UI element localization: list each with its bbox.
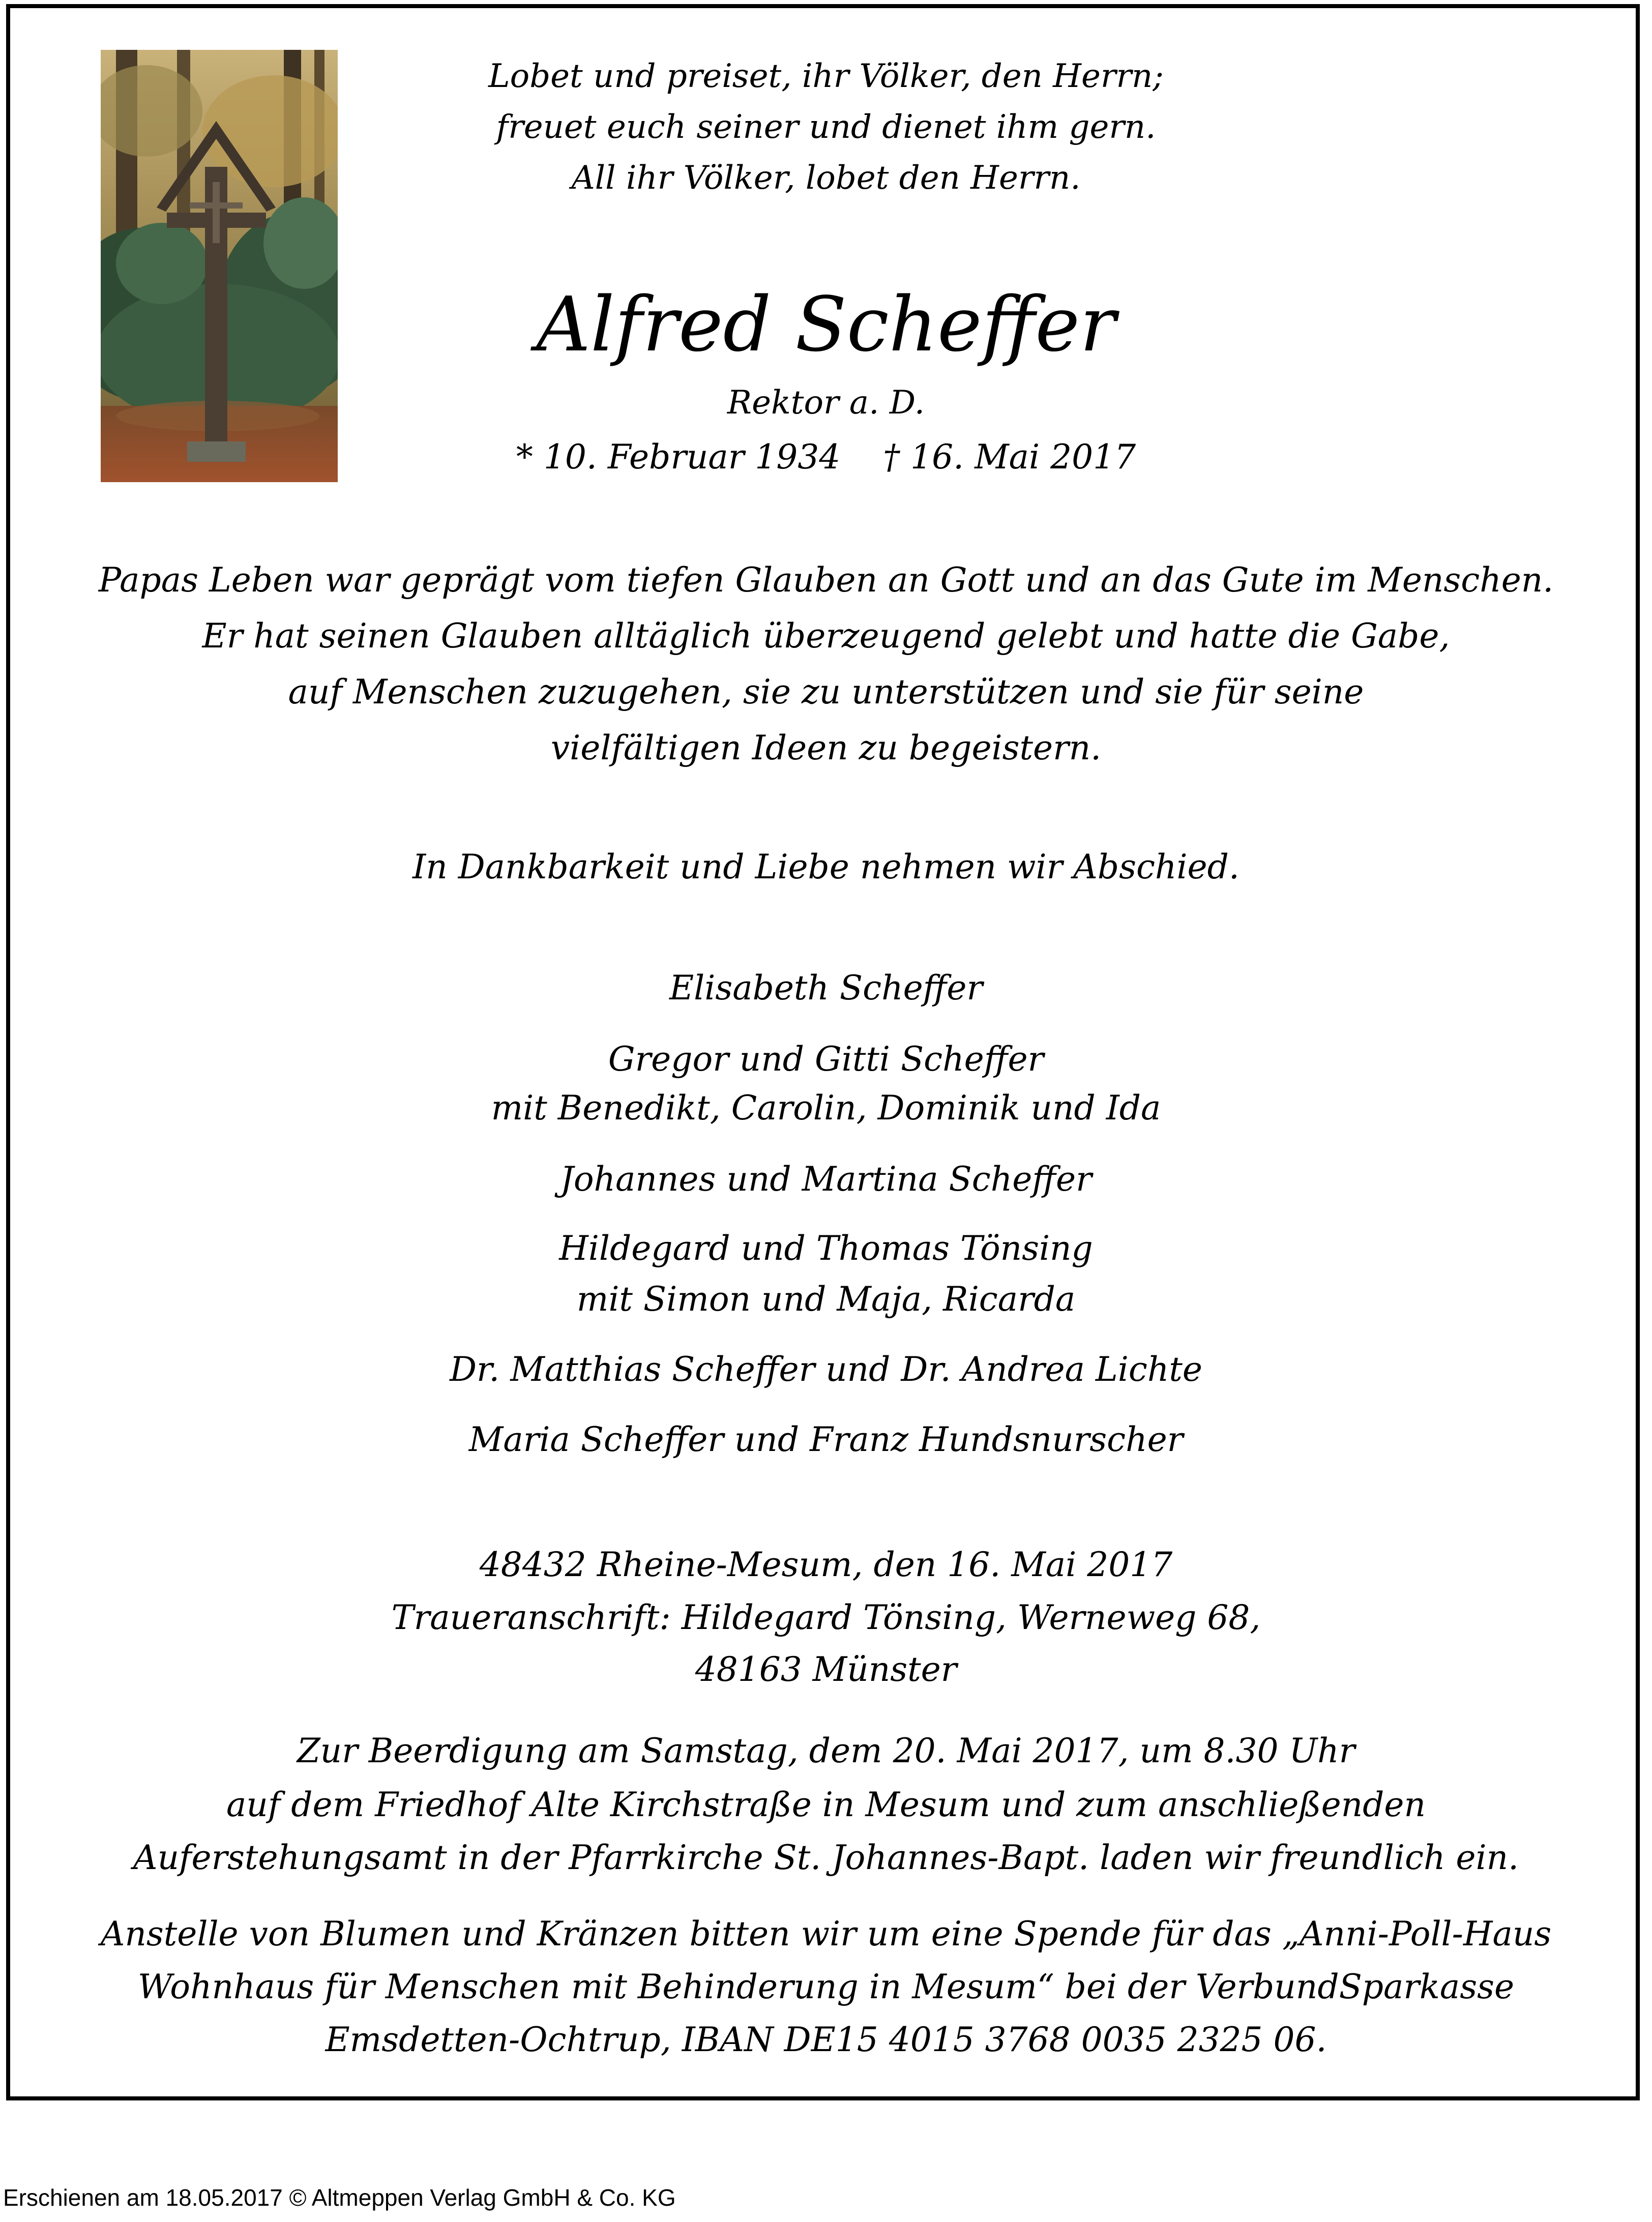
verse-line-2: freuet euch seiner und dienet ihm gern. bbox=[496, 108, 1156, 146]
tribute-line-3: auf Menschen zuzugehen, sie zu unterstützen und sie für seine bbox=[288, 672, 1364, 712]
mourner-line: mit Benedikt, Carolin, Dominik und Ida bbox=[491, 1088, 1161, 1128]
deceased-name: Alfred Scheffer bbox=[536, 281, 1116, 368]
address-line-2: Traueranschrift: Hildegard Tönsing, Werneweg 68, bbox=[391, 1598, 1261, 1637]
tribute-line-4: vielfältigen Ideen zu begeistern. bbox=[550, 728, 1102, 767]
mourner-line: Elisabeth Scheffer bbox=[669, 968, 983, 1008]
mourner-line: Johannes und Martina Scheffer bbox=[560, 1160, 1092, 1199]
mourner-line: Gregor und Gitti Scheffer bbox=[608, 1040, 1044, 1079]
tribute-line-1: Papas Leben war geprägt vom tiefen Glauben an Gott und an das Gute im Menschen. bbox=[98, 560, 1554, 600]
life-dates: * 10. Februar 1934 † 16. Mai 2017 bbox=[516, 437, 1136, 477]
address-line-1: 48432 Rheine-Mesum, den 16. Mai 2017 bbox=[479, 1545, 1173, 1584]
funeral-line-1: Zur Beerdigung am Samstag, dem 20. Mai 2017, um 8.30 Uhr bbox=[297, 1731, 1355, 1770]
publication-footer: Erschienen am 18.05.2017 © Altmeppen Verlag GmbH & Co. KG bbox=[3, 2184, 676, 2211]
deceased-title: Rektor a. D. bbox=[727, 384, 925, 422]
mourner-line: Hildegard und Thomas Tönsing bbox=[559, 1229, 1093, 1268]
address-line-3: 48163 Münster bbox=[695, 1650, 957, 1689]
farewell-line: In Dankbarkeit und Liebe nehmen wir Abschied. bbox=[412, 847, 1240, 886]
donation-line-2: Wohnhaus für Menschen mit Behinderung in Mesum“ bei der VerbundSparkasse bbox=[137, 1967, 1515, 2006]
verse-line-3: All ihr Völker, lobet den Herrn. bbox=[571, 159, 1081, 197]
verse-line-1: Lobet und preiset, ihr Völker, den Herrn; bbox=[488, 57, 1164, 95]
mourner-line: Dr. Matthias Scheffer und Dr. Andrea Lichte bbox=[450, 1350, 1202, 1389]
tribute-line-2: Er hat seinen Glauben alltäglich überzeugend gelebt und hatte die Gabe, bbox=[202, 616, 1450, 656]
mourner-line: mit Simon und Maja, Ricarda bbox=[576, 1280, 1076, 1319]
funeral-line-3: Auferstehungsamt in der Pfarrkirche St. Johannes-Bapt. laden wir freundlich ein. bbox=[133, 1838, 1519, 1877]
funeral-line-2: auf dem Friedhof Alte Kirchstraße in Mesum und zum anschließenden bbox=[226, 1785, 1426, 1824]
donation-line-3: Emsdetten-Ochtrup, IBAN DE15 4015 3768 0035 2325 06. bbox=[325, 2020, 1327, 2059]
donation-line-1: Anstelle von Blumen und Kränzen bitten wir um eine Spende für das „Anni-Poll-Haus bbox=[100, 1914, 1552, 1953]
mourner-line: Maria Scheffer und Franz Hundsnurscher bbox=[468, 1420, 1184, 1459]
